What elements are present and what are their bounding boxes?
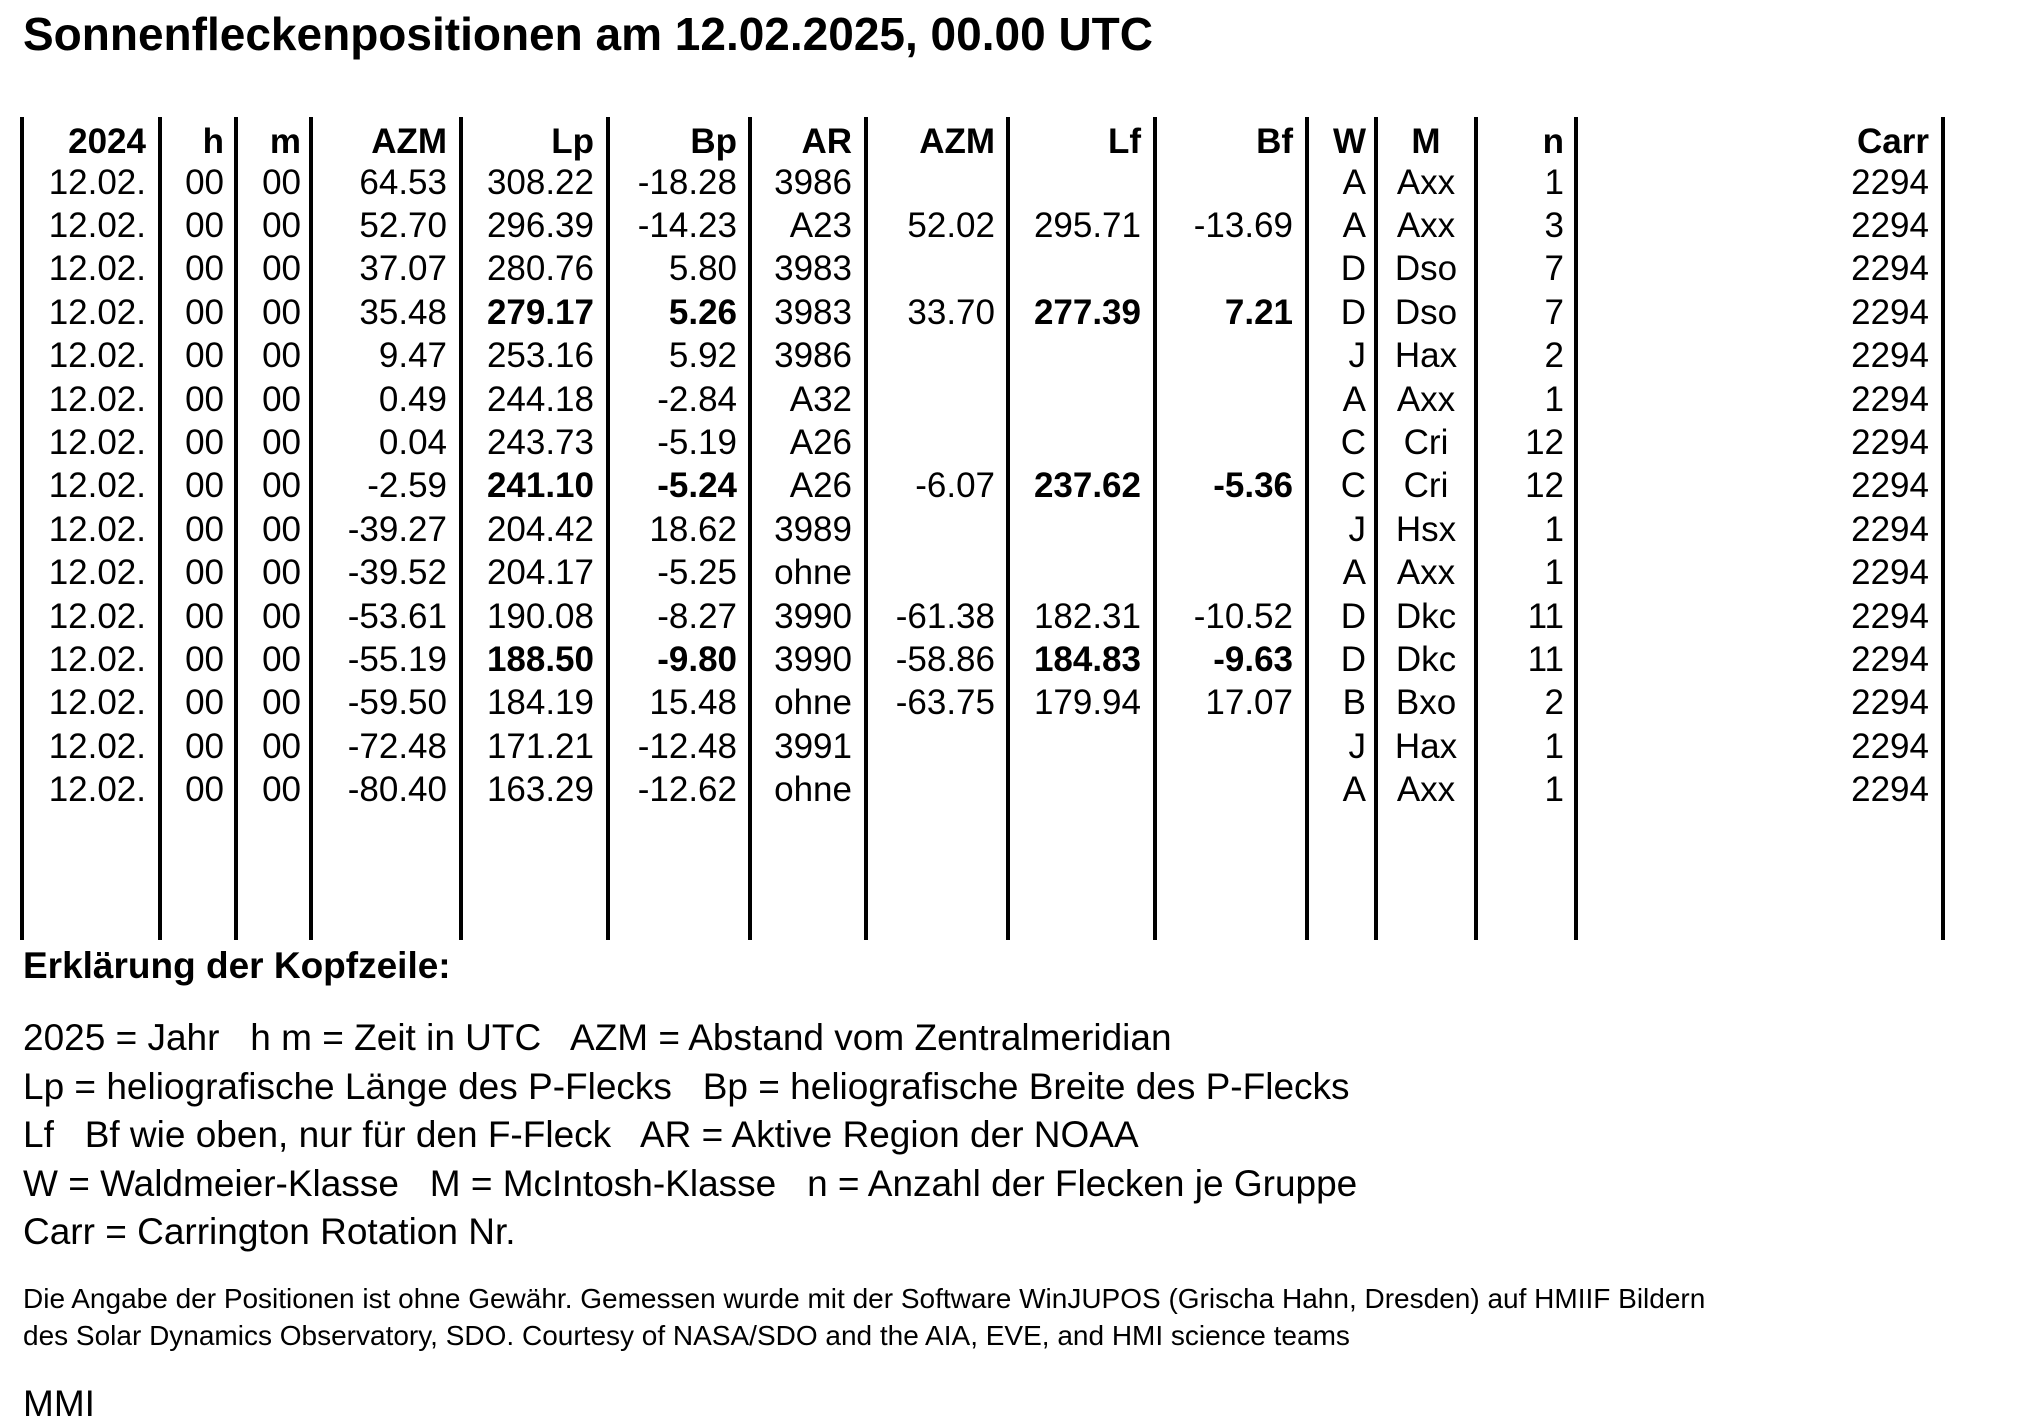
cell-bf [1157,768,1293,811]
cell-mcintosh: Axx [1396,770,1456,810]
cell-bf: -10.52 [1193,596,1293,636]
header-lf: Lf [1107,122,1141,161]
cell-mcintosh: Axx [1396,553,1456,593]
cell-carrington: 2294 [1851,205,1929,245]
cell-mcintosh: Hax [1394,726,1458,766]
cell-azm-f: 33.70 [907,292,995,332]
cell-date: 12.02. [48,726,146,766]
cell-azm-p: -39.27 [347,509,447,549]
cell-minute: 00 [262,422,301,462]
cell-lf: 182.31 [1033,596,1141,636]
cell-date: 12.02. [48,683,146,723]
cell-ar: 3983 [774,292,852,332]
cell-azm-f [868,421,995,464]
cell-lf [1010,725,1141,768]
cell-lp: 190.08 [486,596,594,636]
sunspot-table [0,117,2037,940]
cell-hour: 00 [185,726,224,766]
cell-lf [1010,508,1141,551]
cell-azm-p: -55.19 [347,639,447,679]
cell-bp: -8.27 [657,596,737,636]
header-hour: h [202,122,224,161]
cell-ar: 3989 [774,509,852,549]
cell-azm-p: 52.70 [359,205,447,245]
cell-lf [1010,161,1141,204]
cell-carrington: 2294 [1851,770,1929,810]
cell-carrington: 2294 [1851,553,1929,593]
cell-bp: 18.62 [649,509,737,549]
header-carrington: Carr [1857,122,1929,161]
cell-minute: 00 [262,770,301,810]
cell-date: 12.02. [48,336,146,376]
cell-mcintosh: Axx [1396,205,1456,245]
legend-line: 2025 = Jahr h m = Zeit in UTC AZM = Abstand vom Zentralmeridian [23,1017,1172,1058]
legend-line: W = Waldmeier-Klasse M = McIntosh-Klasse n = Anzahl der Flecken je Gruppe [23,1162,1358,1204]
cell-count: 3 [1544,205,1564,245]
cell-ar: 3983 [774,249,852,289]
cell-bp: 5.80 [668,249,737,289]
cell-bf [1157,378,1293,421]
cell-ar: 3991 [774,726,852,766]
cell-mcintosh: Cri [1403,466,1449,506]
cell-ar: 3990 [774,596,852,636]
cell-azm-f: -61.38 [895,596,995,636]
cell-bf [1157,551,1293,594]
cell-carrington: 2294 [1851,683,1929,723]
cell-carrington: 2294 [1851,379,1929,419]
cell-carrington: 2294 [1851,336,1929,376]
cell-date: 12.02. [48,770,146,810]
cell-lf: 179.94 [1033,683,1141,723]
cell-lf [1010,378,1141,421]
cell-lp: 308.22 [486,162,594,202]
cell-waldmeier: A [1342,770,1366,810]
cell-lp: 241.10 [486,466,594,506]
cell-count: 12 [1525,466,1564,506]
cell-minute: 00 [262,639,301,679]
cell-ar: 3990 [774,639,852,679]
cell-bf [1157,508,1293,551]
cell-waldmeier: A [1342,205,1366,245]
header-azm-p: AZM [371,122,447,161]
cell-date: 12.02. [48,509,146,549]
cell-azm-p: 64.53 [359,162,447,202]
cell-lp: 188.50 [486,639,594,679]
cell-waldmeier: D [1340,596,1366,636]
cell-count: 1 [1544,162,1564,202]
cell-hour: 00 [185,162,224,202]
cell-azm-p: -59.50 [347,683,447,723]
cell-azm-f [868,725,995,768]
cell-lp: 184.19 [486,683,594,723]
cell-bp: -12.48 [637,726,737,766]
cell-bf: -13.69 [1193,205,1293,245]
cell-minute: 00 [262,249,301,289]
cell-date: 12.02. [48,553,146,593]
cell-bp: -5.25 [657,553,737,593]
cell-minute: 00 [262,553,301,593]
legend-line: Carr = Carrington Rotation Nr. [23,1211,516,1252]
cell-ar: A26 [789,422,852,462]
cell-azm-p: 9.47 [378,336,447,376]
cell-count: 2 [1544,336,1564,376]
header-bp: Bp [690,122,737,161]
cell-waldmeier: J [1348,726,1366,766]
cell-date: 12.02. [48,422,146,462]
cell-bp: 5.92 [668,336,737,376]
cell-mcintosh: Dso [1394,249,1458,289]
cell-lp: 296.39 [486,205,594,245]
disclaimer-line: des Solar Dynamics Observatory, SDO. Courtesy of NASA/SDO and the AIA, EVE, and HMI science teams [23,1320,1350,1351]
cell-mcintosh: Hax [1394,336,1458,376]
cell-ar: A23 [789,205,852,245]
cell-azm-f: -63.75 [895,683,995,723]
cell-azm-f [868,378,995,421]
cell-bf [1157,247,1293,290]
cell-azm-p: 0.04 [378,422,447,462]
cell-date: 12.02. [48,596,146,636]
cell-hour: 00 [185,596,224,636]
cell-azm-p: 0.49 [378,379,447,419]
cell-lf: 184.83 [1033,639,1141,679]
cell-mcintosh: Dkc [1395,639,1457,679]
legend [23,1014,1357,1257]
cell-lp: 279.17 [486,292,594,332]
cell-mcintosh: Cri [1403,422,1449,462]
cell-hour: 00 [185,336,224,376]
header-count: n [1542,122,1564,161]
cell-ar: A32 [789,379,852,419]
cell-date: 12.02. [48,639,146,679]
cell-hour: 00 [185,466,224,506]
cell-count: 1 [1544,726,1564,766]
cell-carrington: 2294 [1851,422,1929,462]
cell-count: 1 [1544,553,1564,593]
header-minute: m [269,122,301,161]
cell-count: 1 [1544,379,1564,419]
cell-carrington: 2294 [1851,249,1929,289]
cell-waldmeier: D [1340,292,1366,332]
cell-bp: -12.62 [637,770,737,810]
header-lp: Lp [551,122,594,161]
cell-date: 12.02. [48,379,146,419]
cell-mcintosh: Axx [1396,162,1456,202]
author-signature: MMI [23,1383,95,1424]
page-title: Sonnenfleckenpositionen am 12.02.2025, 00.00 UTC [23,8,1153,60]
cell-date: 12.02. [48,292,146,332]
cell-bf: -9.63 [1213,639,1293,679]
cell-azm-p: 37.07 [359,249,447,289]
cell-minute: 00 [262,509,301,549]
cell-bp: 15.48 [649,683,737,723]
cell-count: 7 [1544,249,1564,289]
cell-azm-p: -39.52 [347,553,447,593]
cell-azm-p: -53.61 [347,596,447,636]
cell-waldmeier: A [1342,162,1366,202]
cell-mcintosh: Dkc [1395,596,1457,636]
cell-hour: 00 [185,683,224,723]
cell-azm-f [868,334,995,377]
cell-minute: 00 [262,162,301,202]
cell-minute: 00 [262,379,301,419]
cell-waldmeier: C [1340,466,1366,506]
cell-bf: 7.21 [1224,292,1293,332]
cell-waldmeier: B [1342,683,1366,723]
cell-carrington: 2294 [1851,162,1929,202]
cell-minute: 00 [262,466,301,506]
cell-lf [1010,247,1141,290]
legend-line: Lf Bf wie oben, nur für den F-Fleck AR = Aktive Region der NOAA [23,1114,1139,1155]
cell-bp: -9.80 [657,639,737,679]
cell-ar: A26 [789,466,852,506]
header-ar: AR [801,122,852,161]
cell-waldmeier: J [1348,336,1366,376]
cell-lp: 253.16 [486,336,594,376]
cell-azm-f [868,161,995,204]
cell-hour: 00 [185,770,224,810]
cell-ar: ohne [774,770,852,810]
cell-hour: 00 [185,553,224,593]
cell-bf [1157,421,1293,464]
cell-azm-p: -2.59 [367,466,447,506]
cell-minute: 00 [262,336,301,376]
cell-lf: 237.62 [1033,466,1141,506]
cell-lp: 244.18 [486,379,594,419]
cell-ar: ohne [774,683,852,723]
cell-hour: 00 [185,422,224,462]
cell-bf [1157,161,1293,204]
cell-bf: -5.36 [1213,466,1293,506]
cell-lf [1010,334,1141,377]
cell-carrington: 2294 [1851,639,1929,679]
cell-count: 2 [1544,683,1564,723]
cell-carrington: 2294 [1851,466,1929,506]
cell-ar: 3986 [774,336,852,376]
cell-azm-p: -80.40 [347,770,447,810]
cell-lp: 163.29 [486,770,594,810]
cell-azm-f [868,551,995,594]
cell-lf [1010,768,1141,811]
cell-ar: ohne [774,553,852,593]
cell-azm-f: -6.07 [915,466,995,506]
cell-count: 11 [1527,596,1564,636]
header-mcintosh: M [1411,122,1441,161]
cell-lp: 280.76 [486,249,594,289]
cell-azm-f: 52.02 [907,205,995,245]
cell-carrington: 2294 [1851,292,1929,332]
column-divider [20,117,24,940]
column-divider [1941,117,1945,940]
cell-lp: 204.42 [486,509,594,549]
header-bf: Bf [1256,122,1293,161]
cell-bp: -2.84 [657,379,737,419]
cell-azm-f [868,768,995,811]
cell-count: 12 [1525,422,1564,462]
legend-line: Lp = heliografische Länge des P-Flecks Bp = heliografische Breite des P-Flecks [23,1065,1350,1107]
cell-date: 12.02. [48,162,146,202]
cell-azm-p: 35.48 [359,292,447,332]
cell-bp: -5.19 [657,422,737,462]
cell-minute: 00 [262,726,301,766]
cell-bf [1157,725,1293,768]
cell-waldmeier: D [1340,639,1366,679]
cell-hour: 00 [185,639,224,679]
cell-bp: -18.28 [637,162,737,202]
legend-title: Erklärung der Kopfzeile: [23,945,451,986]
cell-hour: 00 [185,249,224,289]
disclaimer [23,1280,2033,1354]
cell-bp: -14.23 [637,205,737,245]
header-date: 2024 [68,122,146,161]
cell-lp: 204.17 [486,553,594,593]
header-azm-f: AZM [919,122,995,161]
cell-hour: 00 [185,379,224,419]
cell-waldmeier: J [1348,509,1366,549]
cell-date: 12.02. [48,205,146,245]
cell-bf [1157,334,1293,377]
cell-mcintosh: Hsx [1395,509,1457,549]
cell-azm-p: -72.48 [347,726,447,766]
cell-waldmeier: A [1342,379,1366,419]
cell-azm-f [868,508,995,551]
cell-lf [1010,551,1141,594]
cell-mcintosh: Axx [1396,379,1456,419]
cell-minute: 00 [262,683,301,723]
cell-lf [1010,421,1141,464]
cell-count: 7 [1544,292,1564,332]
disclaimer-line: Die Angabe der Positionen ist ohne Gewähr. Gemessen wurde mit der Software WinJUPOS (Grischa Hahn, Dresden) auf HMIIF Bildern [23,1283,1706,1314]
cell-carrington: 2294 [1851,509,1929,549]
cell-date: 12.02. [48,249,146,289]
cell-minute: 00 [262,292,301,332]
cell-date: 12.02. [48,466,146,506]
cell-mcintosh: Dso [1394,292,1458,332]
cell-bp: -5.24 [657,466,737,506]
cell-count: 11 [1527,639,1564,679]
cell-bp: 5.26 [668,292,737,332]
header-waldmeier: W [1332,122,1366,161]
cell-hour: 00 [185,205,224,245]
cell-azm-f [868,247,995,290]
cell-waldmeier: D [1340,249,1366,289]
cell-hour: 00 [185,509,224,549]
cell-waldmeier: C [1340,422,1366,462]
cell-count: 1 [1544,509,1564,549]
cell-lf: 295.71 [1033,205,1141,245]
cell-ar: 3986 [774,162,852,202]
cell-count: 1 [1544,770,1564,810]
cell-azm-f: -58.86 [895,639,995,679]
cell-lp: 243.73 [486,422,594,462]
cell-carrington: 2294 [1851,596,1929,636]
cell-minute: 00 [262,205,301,245]
cell-hour: 00 [185,292,224,332]
cell-bf: 17.07 [1205,683,1293,723]
cell-lp: 171.21 [486,726,594,766]
cell-mcintosh: Bxo [1395,683,1457,723]
cell-waldmeier: A [1342,553,1366,593]
cell-carrington: 2294 [1851,726,1929,766]
cell-lf: 277.39 [1033,292,1141,332]
cell-minute: 00 [262,596,301,636]
